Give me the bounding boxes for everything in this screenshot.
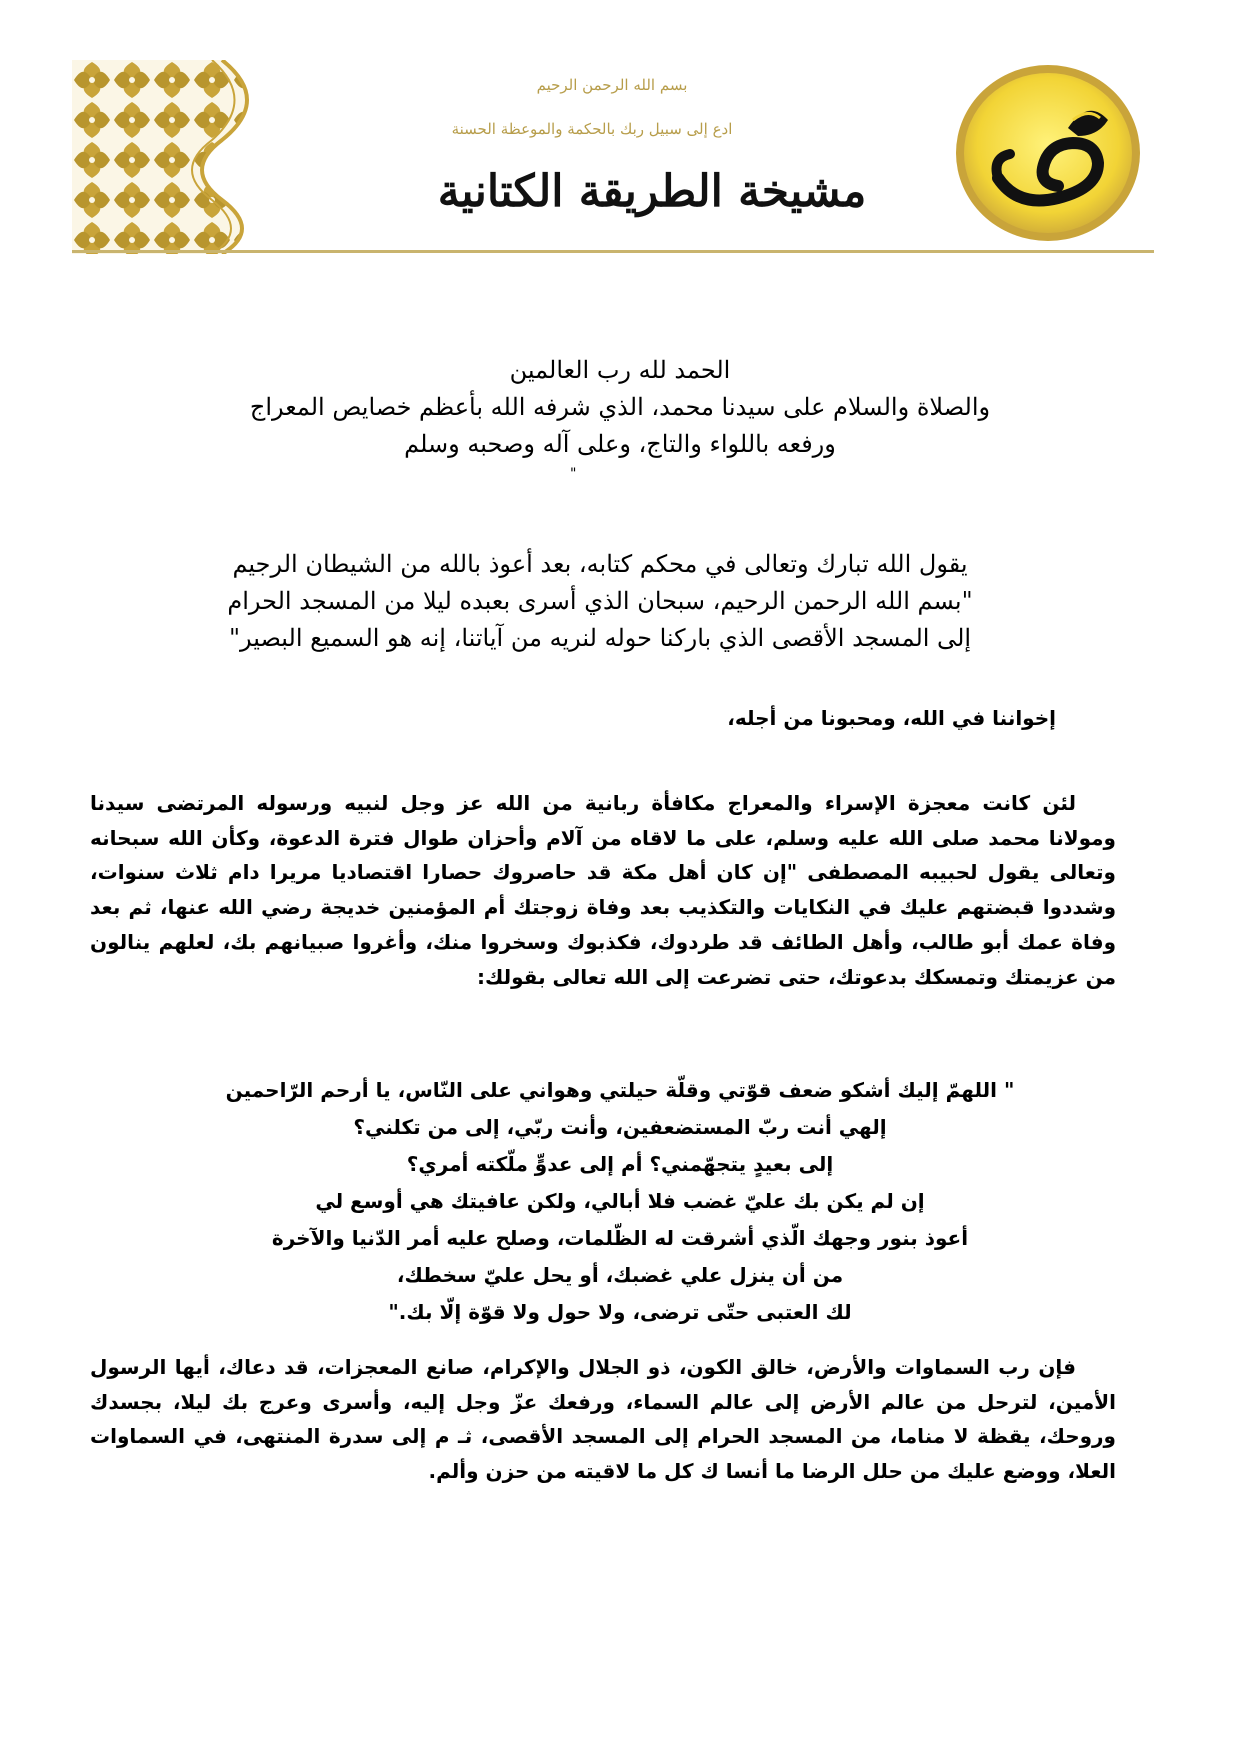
supplication-line: " اللهمّ إليك أشكو ضعف قوّتي وقلّة حيلتي وهواني على النّاس، يا أرحم الرّاحمين [225, 1078, 1015, 1102]
quran-line: إلى المسجد الأقصى الذي باركنا حوله لنريه من آياتنا، إنه هو السميع البصير" [228, 624, 972, 652]
header-verse: ادع إلى سبيل ربك بالحكمة والموعظة الحسنة [451, 120, 733, 138]
quran-quote [140, 546, 1060, 657]
body-paragraph: لئن كانت معجزة الإسراء والمعراج مكافأة ربانية من الله عز وجل لنبيه ورسوله المرتضى سيدنا ومولانا محمد صلى الله عليه وسلم، على ما لاقاه من آلام وأحزان طوال فترة الدعوة، وكأن الله سبحانه وتعالى يقول لحبيبه المصطفى "إن كان أهل مكة قد حاصروك حصارا اقتصاديا مريرا دام ثلاث سنوات، وشددوا قبضتهم عليك في النكايات والتكذيب بعد وفاة زوجتك أم المؤمنين خديجة رضي الله عنها، ثم بعد وفاة عمك أبو طالب، وأهل الطائف قد طردوك، فكذبوك وسخروا منك، وأغروا صبيانهم بك، لعلهم ينالون من عزيمتك وتمسكك بدعوتك، حتى تضرعت إلى الله تعالى بقولك: [90, 791, 1116, 989]
supplication-line: إن لم يكن بك عليّ غضب فلا أبالي، ولكن عافيتك هي أوسع لي [315, 1189, 925, 1213]
supplication-line: أعوذ بنور وجهك الّذي أشرقت له الظّلمات، وصلح عليه أمر الدّنيا والآخرة [271, 1226, 969, 1250]
arabesque-corner-ornament-icon [72, 60, 272, 254]
supplication-line: إلهي أنت ربّ المستضعفين، وأنت ربّي، إلى من تكلني؟ [353, 1115, 887, 1139]
basmala: بسم الله الرحمن الرحيم [536, 76, 688, 94]
supplication [170, 1072, 1070, 1331]
kattaniya-emblem-logo-icon [948, 58, 1148, 248]
organization-name: مشيخة الطريقة الكتانية [437, 166, 867, 217]
quran-line: "بسم الله الرحمن الرحيم، سبحان الذي أسرى بعبده ليلا من المسجد الحرام [227, 587, 973, 615]
opening-line: ورفعه باللواء والتاج، وعلى آله وصحبه وسلم [404, 430, 836, 458]
supplication-line: من أن ينزل علي غضبك، أو يحل عليّ سخطك، [396, 1263, 844, 1287]
header-rule [72, 250, 1154, 253]
body-paragraph: فإن رب السماوات والأرض، خالق الكون، ذو الجلال والإكرام، صانع المعجزات، قد دعاك، أيها الرسول الأمين، لترحل من عالم الأرض إلى عالم السماء، ورفعك عزّ وجل إليه، وأسرى وعرج بك ليلا، بجسدك وروحك، يقظة لا مناما، من المسجد الحرام إلى المسجد الأقصى، ثـ م إلى سدرة المنتهى، في السماوات العلا، ووضع عليك من حلل الرضا ما أنسا ك كل ما لاقيته من حزن وألم. [90, 1355, 1116, 1484]
letterhead [72, 58, 1154, 256]
opening-line: والصلاة والسلام على سيدنا محمد، الذي شرفه الله بأعظم خصايص المعراج [249, 393, 991, 421]
salutation: إخواننا في الله، ومحبونا من أجله، [727, 706, 1056, 730]
quote-mark: " [570, 466, 577, 482]
opening-line: الحمد لله رب العالمين [509, 356, 731, 384]
quran-line: يقول الله تبارك وتعالى في محكم كتابه، بعد أعوذ بالله من الشيطان الرجيم [232, 550, 968, 578]
supplication-line: إلى بعيدٍ يتجهّمني؟ أم إلى عدوٍّ ملّكته أمري؟ [406, 1152, 834, 1176]
opening-praise [160, 352, 1080, 463]
supplication-line: لك العتبى حتّى ترضى، ولا حول ولا قوّة إلّا بك." [388, 1300, 852, 1324]
